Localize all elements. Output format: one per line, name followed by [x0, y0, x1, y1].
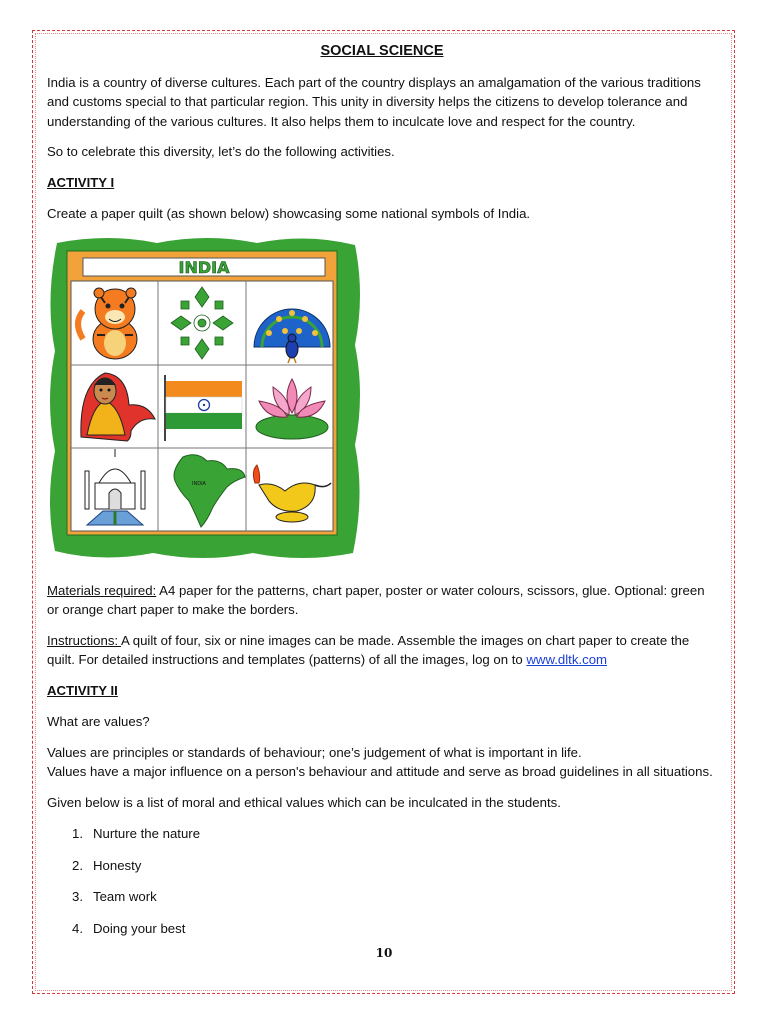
page-title: SOCIAL SCIENCE	[320, 43, 444, 59]
instructions-paragraph	[47, 631, 717, 670]
list-item	[47, 919, 717, 939]
materials-label: Materials required:	[47, 582, 157, 598]
list-number: 4.	[72, 920, 83, 936]
document-body	[47, 42, 717, 950]
activity-2-heading: ACTIVITY II	[47, 682, 118, 698]
list-item	[47, 824, 717, 844]
celebrate-paragraph: So to celebrate this diversity, let’s do the following activities.	[47, 144, 395, 159]
list-item	[47, 887, 717, 907]
values-question: What are values?	[47, 714, 150, 729]
materials-paragraph	[47, 581, 717, 620]
map-label: INDIA	[192, 480, 206, 487]
instructions-text: A quilt of four, six or nine images can be made. Assemble the images on chart paper to create the quilt. For detailed instructions and templates (patterns) of all the images, log on to	[47, 632, 690, 667]
values-definition-2: Values have a major influence on a person's behaviour and attitude and serve as broad guidelines in all situations.	[47, 764, 713, 779]
quilt-image	[47, 235, 362, 561]
list-number: 1.	[72, 826, 83, 841]
list-item	[47, 856, 717, 876]
values-list	[47, 824, 717, 938]
intro-paragraph: India is a country of diverse cultures. Each part of the country displays an amalgamation of the various traditions and customs special to that particular region. This unity in diversity helps the citizens to develop tolerance and understanding of the various cultures. It also helps them to inculcate love and respect for the country.	[47, 74, 701, 129]
values-definition-1: Values are principles or standards of behaviour; one’s judgement of what is important in life.	[47, 744, 582, 760]
dltk-link[interactable]: www.dltk.com	[526, 652, 608, 667]
activity-1-heading: ACTIVITY I	[47, 174, 115, 190]
list-number: 2.	[72, 857, 83, 873]
materials-text: A4 paper for the patterns, chart paper, poster or water colours, scissors, glue. Optional: green or orange chart paper to make the borders.	[47, 582, 705, 617]
list-text: Honesty	[93, 857, 142, 873]
quilt-banner-text: INDIA	[178, 257, 230, 277]
page-number: 10	[375, 946, 393, 960]
list-text: Team work	[93, 889, 157, 904]
instructions-label: Instructions:	[47, 632, 122, 648]
list-number: 3.	[72, 889, 83, 904]
india-quilt-illustration	[47, 235, 362, 561]
activity-1-text: Create a paper quilt (as shown below) showcasing some national symbols of India.	[47, 206, 531, 221]
values-intro: Given below is a list of moral and ethical values which can be inculcated in the students.	[47, 794, 561, 810]
list-text: Doing your best	[93, 920, 186, 936]
list-text: Nurture the nature	[93, 826, 201, 841]
